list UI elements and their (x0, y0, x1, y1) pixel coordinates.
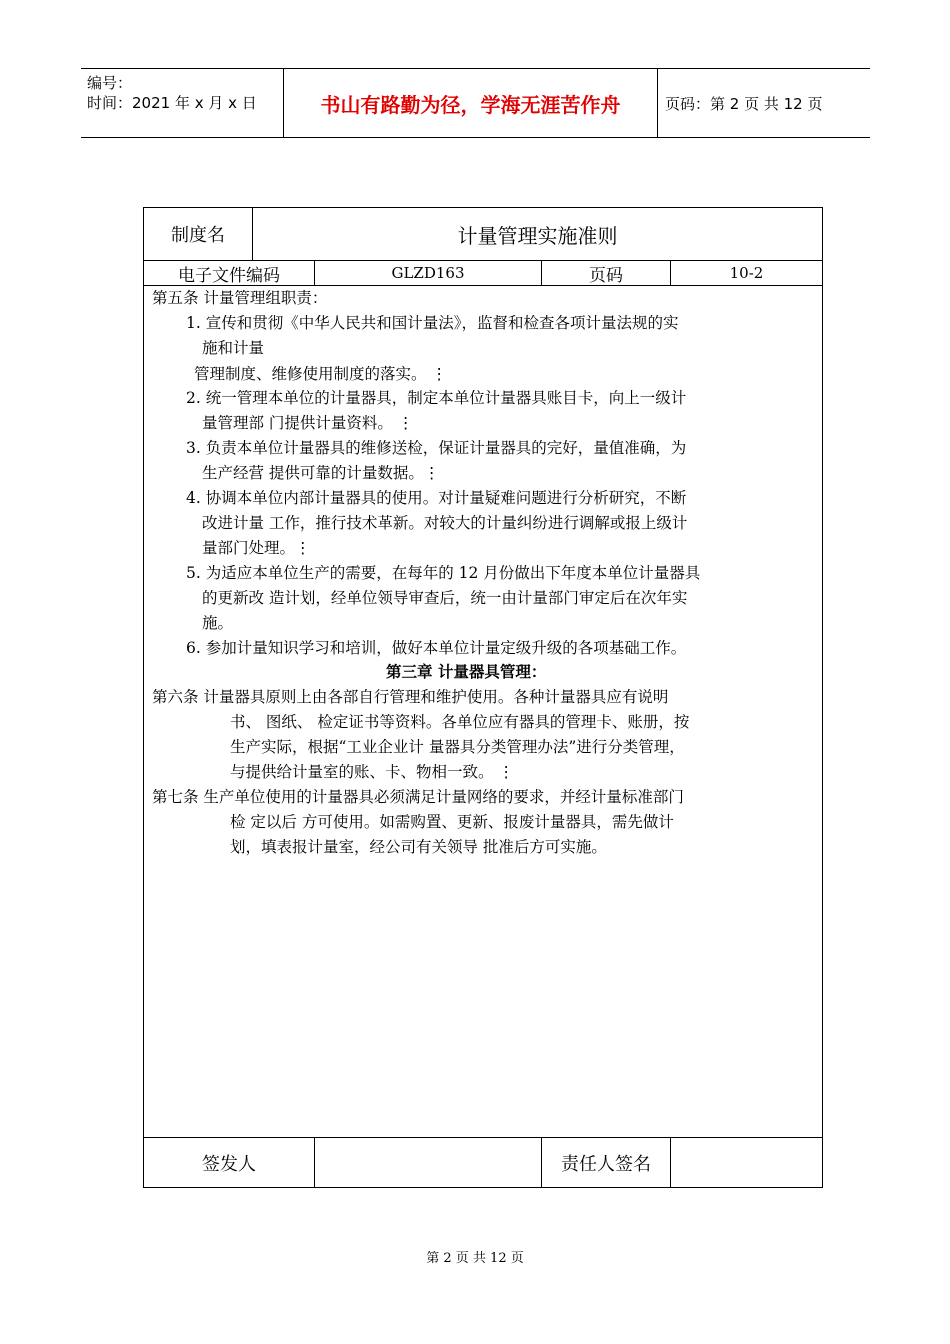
responsible-label: 责任人签名 (561, 1154, 651, 1175)
article-cont: 检 定以后 方可使用。如需购置、更新、报废计量器具，需先做计 (230, 813, 674, 831)
header-divider (657, 69, 658, 137)
article-heading: 第五条 计量管理组职责： (152, 289, 328, 307)
signature-row (144, 1137, 822, 1188)
list-item-cont: 量管理部 门提供计量资料。 ⋮ (202, 414, 414, 432)
list-item-cont: 施和计量 (202, 339, 265, 357)
article-cont: 生产实际，根据“工业企业计 量器具分类管理办法”进行分类管理， (230, 738, 685, 756)
list-item-cont: 改进计量 工作，推行技术革新。对较大的计量纠纷进行调解或报上级计 (202, 514, 688, 532)
issuer-field (315, 1138, 541, 1188)
list-item: 3. 负责本单位计量器具的维修送检，保证计量器具的完好，量值准确，为 (186, 439, 687, 457)
list-item-cont: 施。 (202, 614, 234, 632)
list-item-cont: 量部门处理。⋮ (202, 539, 311, 557)
list-item: 5. 为适应本单位生产的需要，在每年的 12 月份做出下年度本单位计量器具 (186, 564, 701, 582)
list-item: 2. 统一管理本单位的计量器具，制定本单位计量器具账目卡，向上一级计 (186, 389, 687, 407)
list-item-cont: 生产经营 提供可靠的计量数据。⋮ (202, 464, 440, 482)
time-label: 时间：2021 年 x 月 x 日 (87, 94, 257, 112)
page-header (81, 68, 870, 138)
article-cont: 书、 图纸、 检定证书等资料。各单位应有器具的管理卡、账册，按 (230, 713, 690, 731)
list-item-cont: 管理制度、维修使用制度的落实。 ⋮ (194, 365, 447, 383)
file-code-row (144, 261, 822, 286)
issuer-label: 签发人 (202, 1154, 256, 1175)
policy-form (143, 207, 823, 1188)
policy-title: 计量管理实施准则 (457, 223, 618, 248)
file-code-label: 电子文件编码 (178, 265, 280, 286)
article-heading: 第六条 计量器具原则上由各部自行管理和维护使用。各种计量器具应有说明 (152, 688, 669, 706)
list-item: 4. 协调本单位内部计量器具的使用。对计量疑难问题进行分析研究，不断 (186, 489, 687, 507)
number-label: 编号： (87, 74, 133, 92)
header-meta (87, 73, 257, 113)
list-item-cont: 的更新改 造计划，经单位领导审查后，统一由计量部门审定后在次年实 (202, 589, 688, 607)
article-cont: 与提供给计量室的账、卡、物相一致。 ⋮ (230, 763, 514, 781)
list-item: 6. 参加计量知识学习和培训，做好本单位计量定级升级的各项基础工作。 (186, 639, 687, 657)
list-item: 1. 宣传和贯彻《中华人民共和国计量法》，监督和检查各项计量法规的实 (186, 314, 679, 332)
page-value: 10-2 (729, 264, 764, 282)
header-motto: 书山有路勤为径，学海无涯苦作舟 (320, 92, 621, 117)
policy-name-label: 制度名 (171, 225, 225, 246)
header-page-info: 页码：第 2 页 共 12 页 (665, 94, 823, 113)
file-code-value: GLZD163 (391, 264, 465, 282)
chapter-heading: 第三章 计量器具管理： (386, 663, 547, 681)
article-heading: 第七条 生产单位使用的计量器具必须满足计量网络的要求，并经计量标准部门 (152, 788, 684, 806)
article-cont: 划，填表报计量室，经公司有关领导 批准后方可实施。 (230, 838, 607, 856)
page-footer: 第 2 页 共 12 页 (426, 1251, 524, 1266)
policy-name-row (144, 208, 822, 261)
page-label: 页码 (589, 265, 623, 286)
responsible-field (671, 1138, 822, 1188)
